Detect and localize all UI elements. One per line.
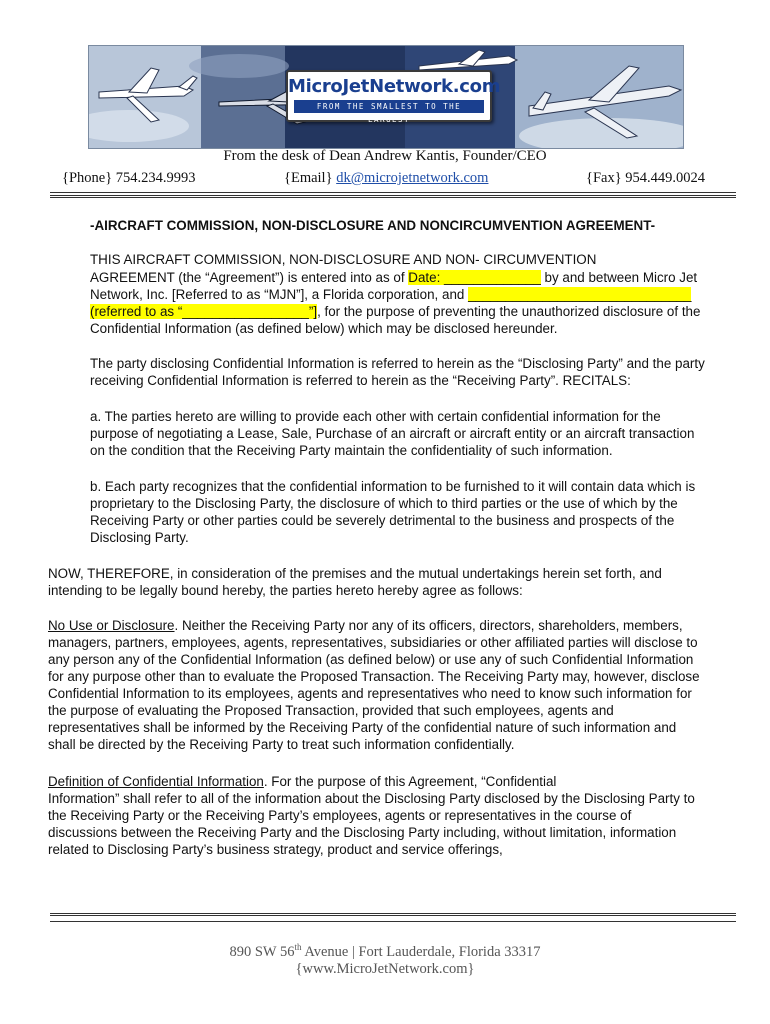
recital-b-line: Receiving Party or other parties could be severely detrimental to the business and prospects of the <box>90 513 675 528</box>
intro-line-5: Confidential Information (as defined below) which may be disclosed hereunder. <box>90 321 558 336</box>
parties-line-1: The party disclosing Confidential Information is referred to herein as the “Disclosing Party” and the party <box>90 356 705 371</box>
fax-number: {Fax} 954.449.0024 <box>586 170 706 186</box>
party-name-field[interactable]: ______________________________ <box>468 287 692 302</box>
intro-line-1: THIS AIRCRAFT COMMISSION, NON-DISCLOSURE AND NON- CIRCUMVENTION <box>90 252 597 267</box>
no-use-line: the purpose of evaluating the Proposed Transaction, provided that such employees, agents and <box>48 703 614 718</box>
referred-as-field[interactable]: (referred to as “_________________”] <box>90 304 318 319</box>
logo-title: MicroJetNetwork.com <box>288 76 501 97</box>
email-link[interactable]: dk@microjetnetwork.com <box>336 170 489 186</box>
header-divider-double <box>50 195 736 198</box>
footer-website[interactable]: {www.MicroJetNetwork.com} <box>295 961 475 977</box>
logo-tagline: FROM THE SMALLEST TO THE LARGEST <box>294 100 484 113</box>
no-use-line: any person any of the Confidential Information (as defined below) or use any of such Confidential Information <box>48 652 694 667</box>
recital-b-line: proprietary to the Disclosing Party, the disclosure of which to third parties or the use of which by the <box>90 496 678 511</box>
no-use-line-1-text: . Neither the Receiving Party nor any of its officers, directors, shareholders, members, <box>174 618 683 633</box>
definition-heading: Definition of Confidential Information <box>48 774 264 789</box>
email-label: {Email} <box>284 170 337 186</box>
footer-address-street: 890 SW 56 <box>229 943 295 960</box>
email-line <box>284 170 488 187</box>
phone-number: {Phone} 754.234.9993 <box>62 170 196 186</box>
intro-line-4 <box>90 303 700 320</box>
header-banner <box>88 45 684 149</box>
recital-a-line: a. The parties hereto are willing to provide each other with certain confidential information for the <box>90 409 661 424</box>
now-therefore-line: intending to be legally bound hereby, the parties hereto hereby agree as follows: <box>48 583 523 598</box>
footer-address-sup: th <box>294 942 302 952</box>
no-use-line: shall be directed by the Receiving Party to treat such information confidentially. <box>48 737 515 752</box>
date-field[interactable]: Date: _____________ <box>408 270 541 285</box>
intro-line-4-text: , for the purpose of preventing the unauthorized disclosure of the <box>317 304 701 319</box>
now-therefore-line: NOW, THEREFORE, in consideration of the premises and the mutual undertakings herein set forth, and <box>48 566 662 581</box>
no-use-line-1 <box>48 617 683 634</box>
recital-a-line: purpose of negotiating a Lease, Sale, Purchase of an aircraft or aircraft entity or an aircraft transaction <box>90 426 695 441</box>
footer-divider <box>50 921 736 922</box>
agreement-title: -AIRCRAFT COMMISSION, NON-DISCLOSURE AND NONCIRCUMVENTION AGREEMENT- <box>90 218 656 233</box>
recital-b-line: Disclosing Party. <box>90 530 189 545</box>
footer-address-city: Avenue | Fort Lauderdale, Florida 33317 <box>301 943 541 960</box>
no-use-heading: No Use or Disclosure <box>48 618 175 633</box>
desk-line: From the desk of Dean Andrew Kantis, Founder/CEO <box>223 148 547 164</box>
no-use-line: managers, partners, employees, agents, representatives, subsidiaries or other affiliated parties will disclose to <box>48 635 698 650</box>
definition-line-1-text: . For the purpose of this Agreement, “Confidential <box>263 774 557 789</box>
recital-b-line: b. Each party recognizes that the confidential information to be furnished to it will contain data which is <box>90 479 696 494</box>
intro-line-2-text: AGREEMENT (the “Agreement”) is entered into as of <box>90 270 409 285</box>
intro-line-2 <box>90 269 697 286</box>
definition-line: discussions between the Receiving Party and the Disclosing Party including, without limitation, information <box>48 825 677 840</box>
footer-divider-double <box>50 913 736 916</box>
footer-address <box>0 942 770 961</box>
intro-line-3 <box>90 286 691 303</box>
intro-line-3-text: Network, Inc. [Referred to as “MJN”], a Florida corporation, and <box>90 287 469 302</box>
definition-line-1 <box>48 773 556 790</box>
recital-a-line: on the condition that the Receiving Party maintain the confidentiality of such information. <box>90 443 613 458</box>
definition-line: related to Disclosing Party’s business strategy, product and service offerings, <box>48 842 503 857</box>
no-use-line: Confidential Information to its employees, agents and representatives who need to know such information for <box>48 686 692 701</box>
definition-line: the Receiving Party or the Receiving Party’s employees, agents or representatives in the course of <box>48 808 632 823</box>
definition-line: Information” shall refer to all of the information about the Disclosing Party disclosed by the Disclosing Party to <box>48 791 695 806</box>
company-logo[interactable] <box>286 70 501 124</box>
header-divider <box>50 192 736 193</box>
no-use-line: for any purpose other than to evaluate the Proposed Transaction. The Receiving Party may, however, disclose <box>48 669 700 684</box>
parties-line-2: receiving Confidential Information is referred to herein as the “Receiving Party”. RECITALS: <box>90 373 631 388</box>
intro-line-2-tail: by and between Micro Jet <box>540 270 698 285</box>
no-use-line: representatives shall be informed by the Receiving Party of the confidential nature of such information and <box>48 720 677 735</box>
